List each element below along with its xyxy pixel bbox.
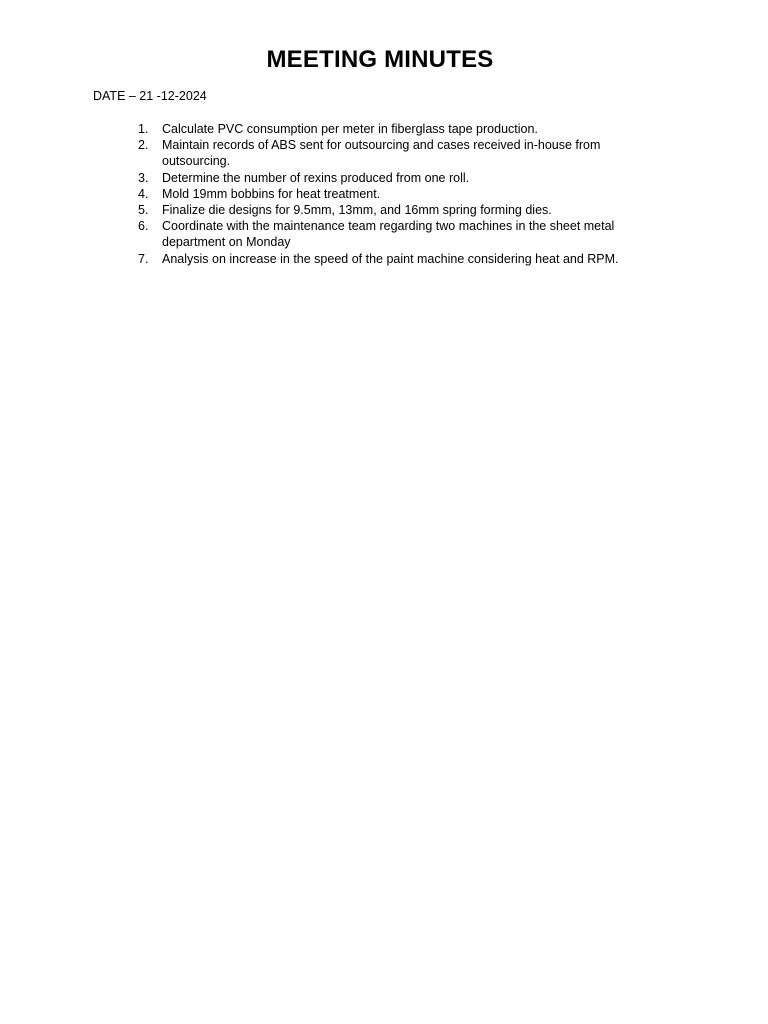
item-number: 7. xyxy=(138,251,149,266)
item-number: 1. xyxy=(138,122,149,136)
list-item xyxy=(138,251,652,267)
list-item xyxy=(138,218,652,250)
item-number: 6. xyxy=(138,219,149,234)
item-text: Maintain records of ABS sent for outsourcing and cases received in-house from outsourcing. xyxy=(162,138,601,169)
item-number: 4. xyxy=(138,186,149,201)
meeting-date: DATE – 21 -12-2024 xyxy=(93,89,207,103)
list-item xyxy=(138,121,652,137)
item-text: Coordinate with the maintenance team regarding two machines in the sheet metal department on Monday xyxy=(162,219,615,250)
list-item xyxy=(138,137,652,169)
item-text: Determine the number of rexins produced from one roll. xyxy=(162,170,470,185)
item-number: 3. xyxy=(138,170,149,185)
item-text: Finalize die designs for 9.5mm, 13mm, and 16mm spring forming dies. xyxy=(162,203,552,218)
item-text: Mold 19mm bobbins for heat treatment. xyxy=(162,186,381,201)
list-item xyxy=(138,202,652,218)
document-title: MEETING MINUTES xyxy=(266,46,494,73)
action-item-list xyxy=(138,121,652,267)
item-text: Analysis on increase in the speed of the paint machine considering heat and RPM. xyxy=(162,251,619,266)
list-item xyxy=(138,186,652,202)
item-text: Calculate PVC consumption per meter in fiberglass tape production. xyxy=(162,122,538,136)
item-number: 5. xyxy=(138,203,149,218)
item-number: 2. xyxy=(138,138,149,153)
list-item xyxy=(138,170,652,186)
